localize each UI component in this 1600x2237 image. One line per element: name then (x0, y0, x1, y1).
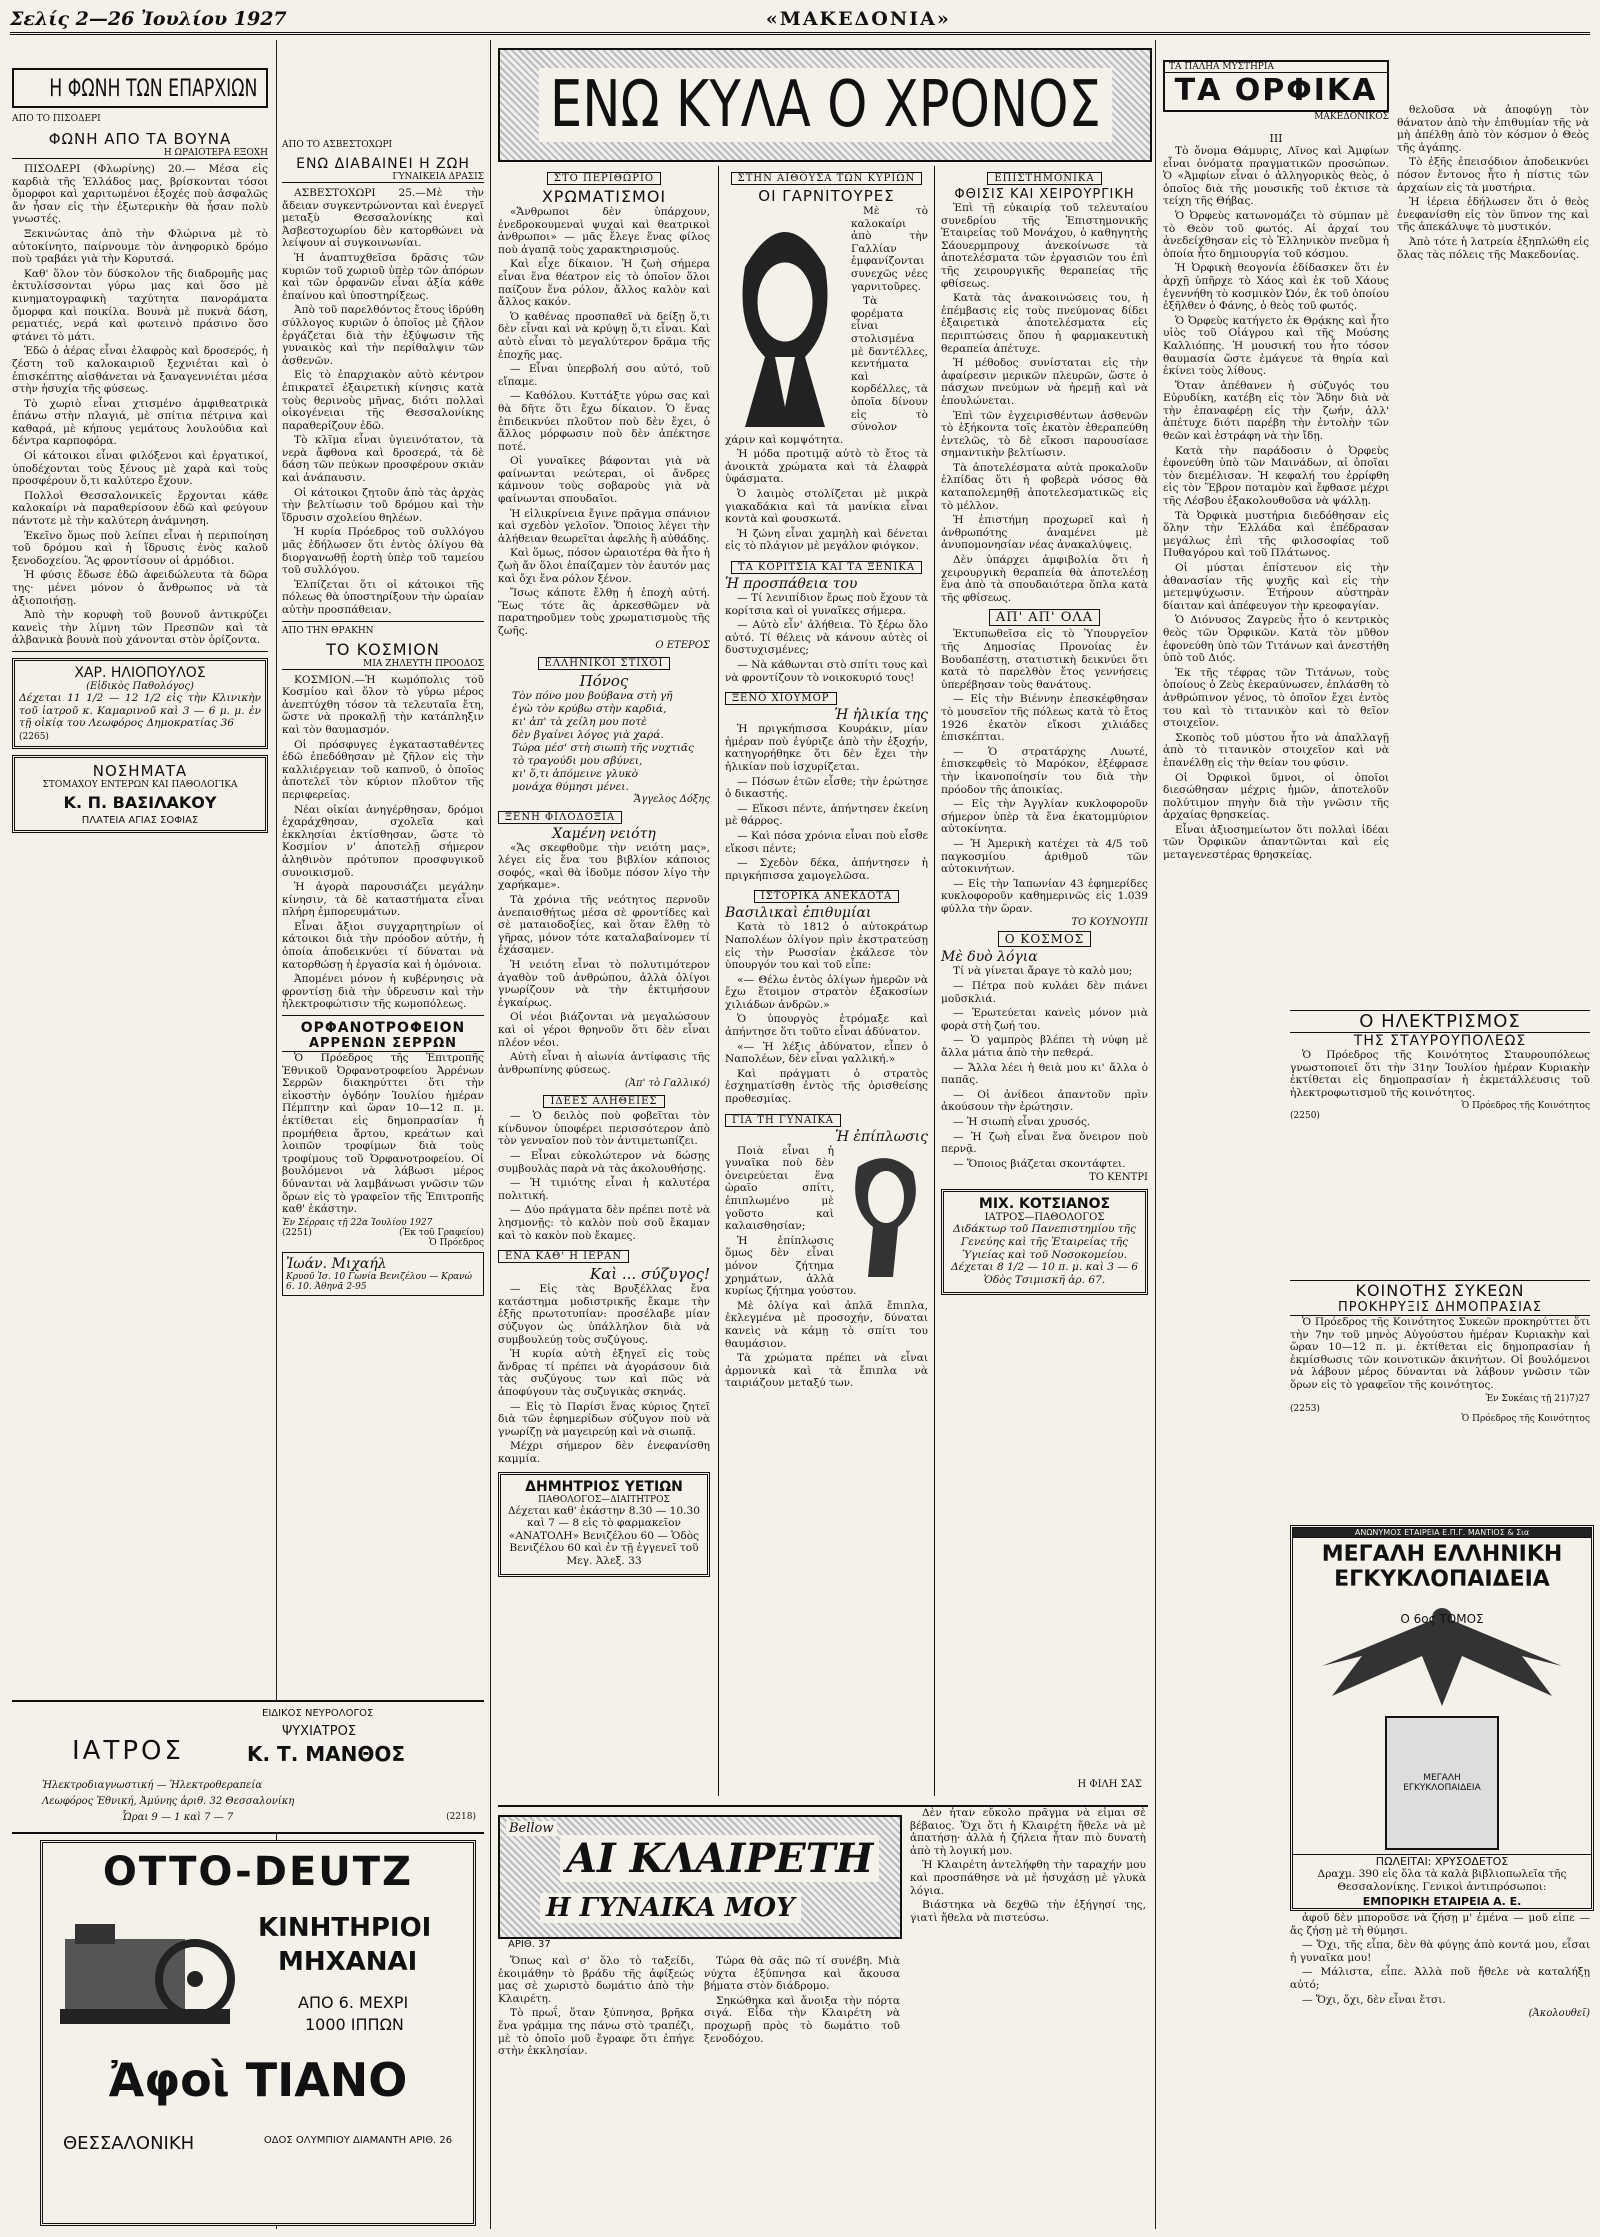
paragraph: Ἐκτυπωθεῖσα εἰς τὸ Ὑπουργεῖον τῆς Δημοσίας Προνοίας ἐν Βουδαπέστῃ, στατιστικὴ δεικνύει ὅτι κατὰ τὸ παρελθὸν ἔτος γεννήσεις ὑπερέβησαν τοὺς θανάτους. (941, 628, 1148, 691)
ad-encyclopedia (1290, 1525, 1594, 1911)
ad-name: Κ. Τ. ΜΑΝΘΟΣ (247, 1742, 406, 1766)
article-body (725, 921, 928, 1105)
paragraph: ΑΣΒΕΣΤΟΧΩΡΙ 25.—Μὲ τὴν ἄδειαν συγκεντρώνονται καὶ ἐνεργεῖ μεταξὺ Θεσσαλονίκης καὶ Ἀσβεστοχωρίου δὲν κατορθώνει νὰ λείψουν αἱ συγκοινωνίαι. (282, 187, 484, 250)
paragraph: Εἶναι ἀξιοσημείωτον ὅτι πολλαὶ ἰδέαι τῶν Ὀρφικῶν ἀπαντῶνται καὶ εἰς μεταγενεστέρας θρησκείας. (1163, 823, 1389, 862)
section-kicker: ΕΛΛΗΝΙΚΟΙ ΣΤΙΧΟΙ (538, 657, 671, 670)
paragraph: — Ὁ δειλὸς ποὺ φοβεῖται τὸν κίνδυνον ὑποφέρει περισσότερον ἀπὸ τὸν γενναῖον ποὺ τὸν ἀντιμετωπίζει. (498, 1110, 710, 1148)
ad-name: ΧΑΡ. ΗΛΙΟΠΟΥΛΟΣ (74, 664, 206, 681)
paragraph: Ἡ ἀναπτυχθεῖσα δρᾶσις τῶν κυριῶν τοῦ χωριοῦ ὑπὲρ τῶν ἀπόρων καὶ τῶν ὀρφανῶν εἶναι ἀξία κάθε ἐπαίνου καὶ ὑποστηρίξεως. (282, 251, 484, 302)
paragraph: «Ἄνθρωποι δὲν ὑπάρχουν, ἐνεδροκουμεναὶ ψυχαὶ καὶ θεατρικοὶ ἀνθρωποι» — μᾶς ἔλεγε ἕνας φίλος ποὺ ἀγαπᾷ τοὺς χαρακτηρισμούς. (498, 206, 710, 256)
paragraph: — Σχεδὸν δέκα, ἀπήντησεν ἡ πριγκήπισσα χαμογελῶσα. (725, 857, 928, 882)
paragraph: Ὅπως καὶ σ' ὅλο τὸ ταξείδι, ἐκοιμάθην τὸ βράδυ τῆς ἀφίξεώς μας σὲ χωριστὸ δωμάτιο ἀπὸ τὴν Κλαιρέτη. (498, 1955, 694, 2005)
paragraph: Τὰ Ὀρφικὰ μυστήρια διεδόθησαν εἰς ὅλην τὴν Ἑλλάδα καὶ ἐπέδρασαν μεγάλως ἐπὶ τῆς φιλοσοφίας τοῦ Πυθαγόρου καὶ τοῦ Πλάτωνος. (1163, 509, 1389, 560)
article-section: III (1269, 132, 1283, 145)
poem-line: τὸ τραγούδι μου σβύνει, (512, 754, 643, 767)
page-date: Σελίς 2—26 Ἰουλίου 1927 (10, 8, 287, 30)
section-kicker: ΤΑ ΠΑΛΗΑ ΜΥΣΤΗΡΙΑ (1165, 62, 1387, 73)
paragraph: Ὅταν ἀπέθανεν ἡ σύζυγός του Εὐρυδίκη, κατέβη εἰς τὸν Ἅδην διὰ νὰ τὴν ἐπαναφέρῃ εἰς τὴν ζωήν, ἀλλ' ἀπέτυχε διότι παρέβη τὴν ἐντολὴν τῶν θεῶν καὶ ἐστράφη νὰ τὴν ἴδῃ. (1163, 379, 1389, 443)
notice-code: (2251) (282, 1227, 312, 1238)
article-title: Χαμένη νειότη (552, 825, 656, 842)
banner-title: ΕΝΩ ΚΥΛΑ Ο ΧΡΟΝΟΣ (538, 68, 1111, 142)
ad-vasilakou (12, 755, 268, 833)
ad-firm: ΕΜΠΟΡΙΚΗ ΕΤΑΙΡΕΙΑ Α. Ε. (1362, 1895, 1522, 1909)
paragraph: Ξεκινώντας ἀπὸ τὴν Φλώρινα μὲ τὸ αὐτοκίνητο, παίρνουμε τὸν ἀνηφορικὸ δρόμο ποὺ τραβάει γιὰ τὴν Κορυτσά. (12, 227, 268, 266)
article-cont: (Ἀκολουθεῖ) (1528, 2008, 1590, 2020)
paragraph: Ἡ ἐπίπλωσις ὅμως δὲν εἶναι μόνον ζήτημα χρημάτων, ἀλλὰ κυρίως ζήτημα γούστου. (725, 1234, 857, 1298)
center-column-a (498, 166, 710, 1796)
paragraph: — Ἡ Ἀμερικὴ κατέχει τὰ 4/5 τοῦ παγκοσμίου ἀριθμοῦ τῶν αὐτοκινήτων. (941, 837, 1148, 876)
article-body (941, 965, 1148, 1170)
notice-sign: Ὁ Πρόεδρος τῆς Κοινότητος (1461, 1413, 1590, 1424)
poem-line: Τὸν πόνο μου βούβανα στὴ γῆ (512, 689, 673, 702)
section-kicker: ΞΕΝΟ ΧΙΟΥΜΟΡ (725, 692, 837, 705)
poem-line: κι' ἀπ' τὰ χείλη μου ποτὲ (512, 715, 647, 728)
notice-code: (2250) (1290, 1111, 1320, 1122)
paragraph: Τὸ ἐξῆς ἐπεισόδιον ἀποδεικνύει πόσον ἔντονος ἦτο ἡ πίστις τῶν ἀρχαίων εἰς τὰ μυστήρια. (1397, 156, 1589, 194)
ad-text: Δραχμ. 390 εἰς ὅλα τὰ καλὰ βιβλιοπωλεῖα τῆς Θεσσαλονίκης. Γενικοὶ ἀντιπρόσωποι: (1317, 1868, 1567, 1893)
paragraph: — Ὅποιος βιάζεται σκοντάφτει. (953, 1157, 1126, 1170)
paragraph: Δὲν ὑπάρχει ἀμφιβολία ὅτι ἡ χειρουργικὴ θεραπεία θὰ ἀποτελέσῃ ἕνα ἀπὸ τὰ σπουδαιότερα ὅπλα κατὰ τῆς φθίσεως. (941, 554, 1148, 604)
article-body (12, 163, 268, 647)
paragraph: Ἡ ἐπιστήμη προχωρεῖ καὶ ἡ ἀνθρωπότης ἀναμένει μὲ ἀνυπομονησίαν νέας ἀνακαλύψεις. (941, 514, 1148, 552)
ad-volume: Ο 6ος ΤΟΜΟΣ (1400, 1612, 1484, 1626)
ad-line2: ΕΓΚΥΚΛΟΠΑΙΔΕΙΑ (1334, 1567, 1550, 1592)
paragraph: Ἡ ζώνη εἶναι χαμηλὴ καὶ δένεται εἰς τὸ πλάγιον μὲ μεγάλον φιόγκον. (725, 527, 928, 553)
article-body (725, 723, 928, 882)
paragraph: Ἡ ἀγορὰ παρουσιάζει μεγάλην κίνησιν, τὰ δὲ καταστήματα εἶναι πλήρη ἐμπορευμάτων. (282, 881, 484, 919)
article-body (282, 674, 484, 1011)
notice-sub: ΠΡΟΚΗΡΥΞΙΣ ΔΗΜΟΠΡΑΣΙΑΣ (1290, 1300, 1590, 1316)
ad-name: ΔΗΜΗΤΡΙΟΣ ΥΕΤΙΩΝ (525, 1478, 683, 1495)
paragraph: Ἡ ἱέρεια ἐδήλωσεν ὅτι ὁ θεὸς ἐνεφανίσθη εἰς τὸν ὕπνον της καὶ τῆς ἀπεκάλυψε τὸ μυστικόν. (1397, 196, 1589, 234)
paragraph: Ἴσως κάποτε ἔλθῃ ἡ ἐποχὴ αὐτή. Ἕως τότε ἂς ἀρκεσθῶμεν νὰ παρατηροῦμεν τοὺς χρωματισμοὺς τῆς ζωῆς. (498, 587, 710, 637)
poem-line: μονάχα θύμησι μένει. (512, 780, 629, 793)
paragraph: Δὲν ἦταν εὔκολο πρᾶγμα νὰ εἶμαι σὲ βέβαιος. Ὅχι ὅτι ἡ Κλαιρέτη ἤθελε νὰ μὲ ἀπατήσῃ· ἀλλὰ ἡ ζήλεια ἦταν πιὸ δυνατὴ ἀπὸ τὴ λογική μου. (910, 1807, 1146, 1857)
paragraph: θελοῦσα νὰ ἀποφύγῃ τὸν θάνατον ἀπὸ τὴν ἐπιθυμίαν τῆς νὰ μὴ ἀπέλθῃ ἀπὸ τὸν κόσμον ὁ Θεὸς τῆς ἀγάπης. (1397, 104, 1589, 154)
section-banner (1163, 60, 1389, 112)
ad-line4: 1000 ΙΠΠΩΝ (305, 2015, 404, 2034)
paragraph: — Εἰς τὸ Παρίσι ἕνας κύριος ζητεῖ διὰ τῶν ἐφημερίδων σύζυγον ποὺ νὰ γνωρίζῃ νὰ μαγειρεύῃ καὶ νὰ σιωπᾷ. (498, 1400, 710, 1438)
paragraph: «— Θέλω ἐντὸς ὀλίγων ἡμερῶν νὰ ἔχω ἕτοιμον στρατὸν ἑξακοσίων χιλιάδων ἀνδρῶν.» (725, 973, 928, 1011)
section-kicker: ΕΝΑ ΚΑΘ' Η ΙΕΡΑΝ (498, 1250, 629, 1263)
article-title: Ἡ προσπάθεια του (725, 576, 858, 593)
article-body (1163, 145, 1389, 862)
paragraph: Ἡ πριγκήπισσα Κουράκιν, μίαν ἡμέραν ποὺ ἐγύριζε ἀπὸ τὴν ἐξοχήν, κατηγορήθηκε ὅτι δὲν ἔχει τὴν ἡλικίαν ποὺ ἰσχυρίζεται. (725, 723, 928, 773)
poem-sign: Ἄγγελος Δόξης (633, 793, 710, 805)
notice-title: Ο ΗΛΕΚΤΡΙΣΜΟΣ (1290, 1011, 1590, 1033)
ad-addr: ΟΔΟΣ ΟΛΥΜΠΙΟΥ ΔΙΑΜΑΝΤΗ ΑΡΙΘ. 26 (263, 2135, 453, 2146)
ad-top: ΑΝΩΝΥΜΟΣ ΕΤΑΙΡΕΙΑ Ε.Π.Γ. ΜΑΝΤΙΟΣ & Σια (1293, 1528, 1591, 1538)
ad-title: OTTO-DEUTZ (102, 1849, 414, 1895)
notice-stavroupoli (1290, 1010, 1590, 1281)
article-body (941, 628, 1148, 915)
article-author: ΜΑΚΕΔΟΝΙΚΟΣ (1314, 112, 1389, 122)
paragraph: ΠΙΣΟΔΕΡΙ (Φλωρίνης) 20.— Μέσα εἰς καρδιὰ τῆς Ἑλλάδος μας, βρίσκονται τόσοι ὄμορφοι καὶ χαριτωμένοι ἐξοχές ποὺ ἀσφαλῶς ἄν ἦσαν εἰς τὴν ἐξωτερικὴν θὰ ἦσαν πολὺ γνωστές. (12, 163, 268, 226)
paragraph: Ἀπὸ τὴν κορυφὴ τοῦ βουνοῦ ἀντικρύζει κανεὶς τὴν λίμνη τῶν Πρεσπῶν καὶ τὰ ἀλβανικὰ βουνὰ ποὺ χάνονται στὸν ὁρίζοντα. (12, 609, 268, 647)
article-body (498, 206, 710, 638)
serial-section (498, 1805, 1148, 2232)
article-title: ΟΙ ΓΑΡΝΙΤΟΥΡΕΣ (758, 187, 895, 205)
section-banner (12, 68, 268, 108)
serial-body (704, 1955, 900, 2047)
paragraph: Μέχρι σήμερον δὲν ἐνεφανίσθη καμμία. (498, 1440, 710, 1465)
paragraph: Αὐτὴ εἶναι ἡ αἰωνία ἀντίφασις τῆς ἀνθρωπίνης φύσεως. (498, 1051, 710, 1076)
paragraph: Ὁ ὑπουργὸς ἐτρόμαξε καὶ ἀπήντησε ὅτι τοῦτο εἶναι ἀδύνατον. (725, 1013, 928, 1039)
paragraph: Ἡ κυρία Πρόεδρος τοῦ συλλόγου μᾶς ἐδήλωσεν ὅτι ἐντὸς ὀλίγου θὰ διοργανωθῇ ἑορτὴ ὑπὲρ τοῦ ταμείου τοῦ συλλόγου. (282, 526, 484, 577)
serial-number: ΑΡΙΘ. 37 (508, 1939, 551, 1950)
serial-body (498, 1955, 694, 2060)
paper-name: «ΜΑΚΕΔΟΝΙΑ» (765, 8, 951, 30)
paragraph: Τὰ φορέματα εἶναι στολισμένα μὲ δαντέλλες, κεντήματα καὶ κορδέλλες, τὰ ὁποῖα δίνουν εἰς τὸ σύνολον χάριν καὶ κομψότητα. (725, 295, 928, 446)
paragraph: Οἱ κάτοικοι ζητοῦν ἀπὸ τὰς ἀρχὰς τὴν βελτίωσιν τοῦ δρόμου καὶ τὴν ἵδρυσιν σχολείου θηλέων. (282, 486, 484, 524)
article-body (1397, 104, 1589, 261)
ad-line3: Ὧραι 9 — 1 καὶ 7 — 7 (122, 1812, 234, 1823)
paragraph: Τὰ χρόνια τῆς νεότητος περνοῦν ἀνεπαισθήτως μέσα σὲ φροντίδες καὶ σὲ ματαιοδοξίες, καὶ ὅταν ἔλθῃ τὸ γῆρας, μόνον τότε καταλαβαίνομεν τί ἐχάσαμεν. (498, 893, 710, 957)
article-title: ΕΝΩ ΔΙΑΒΑΙΝΕΙ Η ΖΩΗ (296, 156, 470, 172)
paragraph: — Εἰς τὰς Βρυξέλλας ἔνα κατάστημα μοδιστρικῆς ἔκαμε τὴν ἑξῆς πρωτοτυπίαν: προσέλαβε μίαν σύζυγον ὡς ὑπάλληλον διὰ νὰ συμβουλεύῃ τοὺς συζύγους. (498, 1283, 710, 1346)
paragraph: — Εἴκοσι πέντε, ἀπήντησεν ἐκείνη μὲ θάρρος. (725, 802, 928, 828)
ad-sub: (Εἰδικὸς Παθολόγος) (86, 680, 194, 692)
notice-from: (Ἐκ τοῦ Γραφείου) (399, 1227, 484, 1238)
section-kicker: ΣΤΗΝ ΑΙΘΟΥΣΑ ΤΩΝ ΚΥΡΙΩΝ (731, 172, 923, 185)
center-column-c (934, 166, 1148, 1796)
serial-pre: Bellow (506, 1821, 557, 1836)
article-sign: Η ΦΙΛΗ ΣΑΣ (1077, 1779, 1142, 1790)
paragraph: Οἱ γυναῖκες βάφονται γιὰ νὰ φαίνωνται νεώτεραι, οἱ ἄνδρες κάμνουν τοὺς σοβαροὺς γιὰ νὰ φαίνωνται σπουδαῖοι. (498, 455, 710, 506)
section-kicker: ΞΕΝΗ ΦΙΛΟΔΟΞΙΑ (498, 811, 622, 824)
article-title: ΦΩΝΗ ΑΠΟ ΤΑ ΒΟΥΝΑ (48, 130, 232, 148)
paragraph: Ἡ μόδα προτιμᾷ αὐτὸ τὸ ἔτος τὰ ἀνοικτὰ χρώματα καὶ τὰ ἐλαφρὰ ὑφάσματα. (725, 448, 928, 486)
article-body (498, 1110, 710, 1242)
section-kicker: Ο ΚΟΣΜΟΣ (998, 931, 1092, 947)
article-title: Ἡ ἡλικία της (834, 707, 928, 724)
article-body (725, 592, 928, 684)
ad-line3: ΑΠΟ 6. ΜΕΧΡΙ (298, 1993, 409, 2012)
paragraph: Τί νὰ γίνεται ἄραγε τὸ καλὸ μου; (953, 965, 1133, 978)
ad-iliopoulos (12, 658, 268, 749)
paragraph: Ἡ φύσις ἔδωσε ἐδῶ ἀφειδώλευτα τὰ δῶρα της· μένει μόνον ὁ ἄνθρωπος νὰ τὰ ἀξιοποιήσῃ. (12, 569, 268, 607)
ad-spec1: ΕΙΔΙΚΟΣ ΝΕΥΡΟΛΟΓΟΣ (262, 1708, 374, 1719)
paragraph: — Ἡ σιωπὴ εἶναι χρυσός. (953, 1116, 1091, 1128)
ad-book: ΜΕΓΑΛΗ ΕΓΚΥΚΛΟΠΑΙΔΕΙΑ (1403, 1773, 1481, 1793)
paragraph: Ὁ Διόνυσος Ζαγρεὺς ἦτο ὁ κεντρικὸς θεὸς τῶν Ὀρφικῶν. Κατὰ τὸν μῦθον ἐφονεύθη ὑπὸ τῶν Τιτάνων καὶ ἀνεστήθη ὑπὸ τοῦ Διός. (1163, 614, 1389, 665)
masthead (10, 6, 1590, 35)
paragraph: — Πέτρα ποὺ κυλάει δὲν πιάνει μοῦσκλιά. (941, 980, 1148, 1005)
paragraph: Ποιὰ εἶναι ἡ γυναῖκα ποὺ δὲν ὀνειρεύεται ἕνα ὡραῖο σπίτι, ἐπιπλωμένο μὲ γοῦστο καὶ καλαισθησίαν; (725, 1144, 834, 1233)
paragraph: Σηκώθηκα καὶ ἄνοιξα τὴν πόρτα σιγά. Εἶδα τὴν Κλαιρέτη νὰ προχωρῇ πρὸς τὸ δωμάτιο τοῦ ξενοδόχου. (704, 1994, 900, 2045)
ad-line1: ΚΙΝΗΤΗΡΙΟΙ (258, 1913, 432, 1943)
center-banner (498, 48, 1152, 162)
paragraph: Μὲ ὀλίγα καὶ ἁπλᾶ ἔπιπλα, ἐκλεγμένα μὲ προσοχήν, δύναται κανεὶς νὰ κάμῃ τὸ σπίτι του θαυμάσιον. (725, 1299, 928, 1350)
col4-continuation (1290, 1912, 1590, 2230)
paragraph: — Τί λενιπίδιον ἔρως ποὺ ἔχουν τὰ κορίτσια καὶ οἱ γυναῖκες σήμερα. (725, 592, 928, 617)
paragraph: Ὁ Ὀρφεὺς κατήγετο ἐκ Θρᾴκης καὶ ἦτο υἱὸς τοῦ Οἰάγρου καὶ τῆς Μούσης Καλλιόπης. Ἡ μουσική του ἦτο τόσον θαυμασία ὥστε ἐμάγευε τὰ θηρία καὶ ἐκίνει τοὺς λίθους. (1163, 314, 1389, 378)
article-sign: ΤΟ ΚΕΝΤΡΙ (1089, 1172, 1148, 1184)
ad-city: ΘΕΣΣΑΛΟΝΙΚΗ (63, 2133, 195, 2154)
paragraph: Ἐλπίζεται ὅτι οἱ κάτοικοι τῆς πόλεως θὰ ὑποστηρίξουν τὴν ὡραίαν αὐτὴν προσπάθειαν. (282, 578, 484, 616)
notice-sub: ΤΗΣ ΣΤΑΥΡΟΥΠΟΛΕΩΣ (1353, 1033, 1527, 1049)
ad-name: Ἰωάν. Μιχαήλ (286, 1255, 387, 1272)
paragraph: Κατὰ τὴν παράδοσιν ὁ Ὀρφεὺς ἐφονεύθη ὑπὸ τῶν Μαινάδων, αἱ ὁποῖαι τὸν διεμέλισαν. Ἡ κεφαλή του ἐρρίφθη εἰς τὸν Ἕβρον ποταμὸν καὶ ἔφθασε μέχρι τῆς Λέσβου ἐξακολουθοῦσα νὰ ψάλλῃ. (1163, 444, 1389, 508)
ad-title: ΝΟΣΗΜΑΤΑ (92, 761, 188, 780)
article-body (941, 202, 1148, 604)
article-title: Βασιλικαὶ ἐπιθυμίαι (725, 905, 872, 922)
section-kicker: ΕΠΙΣΤΗΜΟΝΙΚΑ (987, 172, 1101, 185)
ad-firm: Ἀφοὶ ΤΙΑΝΟ (108, 2053, 408, 2107)
serial-sub: Η ΓΥΝΑΙΚΑ ΜΟΥ (540, 1893, 801, 1923)
paragraph: Μὲ τὸ καλοκαίρι ἀπὸ τὴν Γαλλίαν ἐμφανίζονται συνεχῶς νέες γαρνιτοῦρες. (851, 205, 928, 293)
paragraph: «Ἄς σκεφθοῦμε τὴν νειότη μας», λέγει εἰς ἕνα του βιβλίον κάποιος σοφός, «καὶ θὰ ἰδοῦμε πόσον λίγο τὴν χαρήκαμε». (498, 841, 710, 892)
paragraph: — Ἄλλα λέει ἡ θειὰ μου κι' ἄλλα ὁ παπᾶς. (941, 1061, 1148, 1087)
article-title: Μὲ δυὸ λόγια (941, 949, 1038, 966)
paragraph: — Καὶ πόσα χρόνια εἶναι ποὺ εἶσθε εἴκοσι πέντε; (725, 829, 928, 855)
article-title: ΦΘΙΣΙΣ ΚΑΙ ΧΕΙΡΟΥΡΓΙΚΗ (954, 187, 1135, 202)
article-title: Ἡ ἐπίπλωσις (835, 1128, 928, 1145)
ad-yetion (498, 1472, 710, 1577)
paragraph: Τὰ ἀποτελέσματα αὐτὰ προκαλοῦν ἐλπίδας ὅτι ἡ φοβερὰ νόσος θὰ καταπολεμηθῇ ἀποτελεσματικῶς εἰς τὸ μέλλον. (941, 461, 1148, 512)
article-body (498, 842, 710, 1077)
ad-sub: ΣΤΟΜΑΧΟΥ ΕΝΤΕΡΩΝ ΚΑΙ ΠΑΘΟΛΟΓΙΚΑ (42, 779, 238, 790)
article-title: ΤΟ ΚΟΣΜΙΟΝ (326, 639, 440, 659)
ad-name: ΜΙΧ. ΚΟΤΣΙΑΝΟΣ (978, 1196, 1111, 1213)
paragraph: Ἐκεῖνο ὅμως ποὺ λείπει εἶναι ἡ περιποίηση τοῦ δρόμου καὶ ἡ ἵδρυσις ἑνὸς καλοῦ ξενοδοχείου. Ἂς φροντίσουν οἱ ἁρμόδιοι. (12, 529, 268, 567)
paragraph: Ἡ κυρία αὐτὴ ἐξηγεῖ εἰς τοὺς ἄνδρας τί πρέπει νὰ ἀγοράσουν διὰ τὰς συζύγους των καὶ πῶς νὰ ἀποφύγουν τὰς συζυγικὰς σκηνάς. (498, 1348, 710, 1398)
ad-line1: ΜΕΓΑΛΗ ΕΛΛΗΝΙΚΗ (1321, 1542, 1563, 1567)
paragraph: «— Ἡ λέξις ἀδύνατον, εἶπεν ὁ Ναπολέων, δὲν εἶναι γαλλική.» (725, 1040, 928, 1066)
paragraph: Ἐκ τῆς τέφρας τῶν Τιτάνων, τοὺς ὁποίους ὁ Ζεὺς ἐκεραύνωσεν, ἐπλάσθη τὸ ἀνθρώπινον γένος, τὸ ὁποῖον ἔχει ἐντὸς του καὶ τὸ τιτανικὸν καὶ τὸ θεῖον στοιχεῖον. (1163, 666, 1389, 730)
poem-body (498, 690, 710, 794)
article-src: (Ἀπ' τὸ Γαλλικό) (624, 1078, 710, 1090)
article-title: Καὶ ... σύζυγος! (589, 1265, 710, 1284)
paragraph: Ἡ νειότη εἶναι τὸ πολυτιμότερον ἀγαθὸν τοῦ ἀνθρώπου, ἀλλὰ ὀλίγοι γνωρίζουν νὰ τὴν ἐκτιμήσουν ἐγκαίρως. (498, 958, 710, 1009)
paragraph: ἀφοῦ δὲν μποροῦσε νὰ ζήσῃ μ' ἐμένα — μοῦ εἶπε — ἄς ζήσῃ μὲ τὴ θύμησι. (1290, 1912, 1590, 1937)
paragraph: — Εἶναι ὑπερβολή σου αὐτό, τοῦ εἴπαμε. (498, 363, 710, 388)
paragraph: — Ἡ τιμιότης εἶναι ἡ καλυτέρα πολιτική. (498, 1177, 710, 1202)
paragraph: Τὸ κλῖμα εἶναι ὑγιεινότατον, τὰ νερὰ ἄφθονα καὶ δροσερά, τὰ δὲ δάση τῶν πεύκων προσφέρουν σκιὰν καὶ ἀνάπαυσιν. (282, 434, 484, 485)
paragraph: Ἡ Ὀρφικὴ θεογονία ἐδίδασκεν ὅτι ἐν ἀρχῇ ὑπῆρχε τὸ Χάος καὶ ἐκ τοῦ Χάους ἐγεννήθη τὸ κοσμικὸν Ὠόν, ἐκ τοῦ ὁποίου ἐξῆλθεν ὁ Φάνης, ὁ θεὸς τοῦ φωτός. (1163, 262, 1389, 313)
article-sub: Η ΩΡΑΙΟΤΕΡΑ ΕΞΟΧΗ (12, 148, 268, 159)
paragraph: Τὸ ὄνομα Θάμυρις, Λῖνος καὶ Ἀμφίων εἶναι ὀνόματα πραγματικῶν προσώπων. Ὁ «Ἀμφίων εἶναι ὁ ἀλληγορικὸς θεὸς, ὁ ὁποῖος διὰ τῆς μουσικῆς τοῦ ἐκτισε τὰ τείχη τῆς Θήβας. (1163, 145, 1389, 208)
paragraph: — Ἐρωτεύεται κανεὶς μόνον μιὰ φορὰ στὴ ζωή του. (941, 1007, 1148, 1032)
paragraph: Καὶ ὅμως, πόσον ὡραιοτέρα θὰ ἦτο ἡ ζωὴ ἄν ὅλοι ἐπαίζαμεν τὸν ἑαυτόν μας καὶ ὄχι ἕνα ρόλον ξένον. (498, 547, 710, 585)
ad-sub: ΙΑΤΡΟΣ—ΠΑΘΟΛΟΓΟΣ (984, 1212, 1105, 1224)
ad-code: (2218) (446, 1812, 476, 1822)
ad-code: (2265) (19, 731, 49, 742)
poem-line: Τώρα μέσ' στὴ σιωπὴ τῆς νυχτιᾶς (512, 741, 694, 754)
paragraph: Τὸ χωριὸ εἶναι χτισμένο ἀμφιθεατρικὰ ἐπάνω στὴν πλαγιά, μὲ σπίτια πέτρινα καὶ καθαρά, μὲ κήπους γεμάτους λουλούδια καὶ δέντρα καρποφόρα. (12, 397, 268, 448)
banner-title: Η ΦΩΝΗ ΤΩΝ ΕΠΑΡΧΙΩΝ (49, 74, 258, 102)
notice-sign: Ὁ Πρόεδρος τῆς Κοινότητος (1461, 1101, 1590, 1112)
section-kicker: ΓΙΑ ΤΗ ΓΥΝΑΙΚΑ (725, 1114, 841, 1127)
paragraph: Ἀπὸ τότε ἡ λατρεία ἐξηπλώθη εἰς ὅλας τὰς πόλεις τῆς Μακεδονίας. (1397, 235, 1589, 261)
paragraph: — Ὄχι, ὄχι, δὲν εἶναι ἔτσι. (1302, 1993, 1446, 2006)
paragraph: — Πόσων ἐτῶν εἶσθε; τὴν ἐρώτησε ὁ δικαστής. (725, 775, 928, 801)
paragraph: — Καθόλου. Κυττάξτε γύρω σας καὶ θὰ δῆτε ὅτι ἔχω δίκαιον. Ὁ ἕνας ἐπιδεικνύει πλοῦτον ποὺ δὲν ἔχει, ὁ ἄλλος μόρφωσιν ποὺ δὲν ἀπέκτησε ποτέ. (498, 390, 710, 453)
ad-price: ΠΩΛΕΙΤΑΙ: ΧΡΥΣΟΔΕΤΟΣ (1293, 1854, 1591, 1868)
notice-sykeon (1290, 1280, 1590, 1521)
paragraph: Ἡ εἰλικρίνεια ἔγινε πρᾶγμα σπάνιον καὶ σχεδὸν γελοῖον. Ὅποιος λέγει τὴν ἀλήθειαν θεωρεῖται ἀφελὴς ἢ αὐθάδης. (498, 507, 710, 545)
paragraph: — Ὁ στρατάρχης Λυωτέ, ἐπισκεφθεὶς τὸ Μαρόκον, ἐξέφρασε τὴν ἱκανοποίησίν του διὰ τὴν πρόοδον τῆς ἀποικίας. (941, 745, 1148, 796)
paragraph: — Ἡ ζωὴ εἶναι ἕνα ὄνειρον ποὺ περνᾷ. (941, 1130, 1148, 1156)
ad-text: Δέχεται 11 1/2 — 12 1/2 εἰς τὴν Κλινικὴν τοῦ ἰατροῦ κ. Καμαρινοῦ καὶ 3 — 6 μ. μ. ἐν τῇ οἰκίᾳ του Λεωφόρος Δημοκρατίας 36 (19, 691, 261, 730)
ad-name: Κ. Π. ΒΑΣΙΛΑΚΟΥ (63, 792, 217, 812)
notice-text: Ὁ Πρόεδρος τῆς Ἐπιτροπῆς Ἐθνικοῦ Ὀρφανοτροφείου Ἀρρένων Σερρῶν διακηρύττει ὅτι τὴν εἰκοστὴν ὀγδόην Ἰουλίου ἡμέραν Πέμπτην καὶ ὥραν 10—12 π. μ. ἐκτίθεται εἰς δημοπρασίαν ἡ προμήθεια ἄρτου, κρεάτων καὶ λοιπῶν τροφίμων διὰ τοὺς τροφίμους τοῦ Ὀρφανοτροφείου. Οἱ βουλόμενοι νὰ λάβωσι μέρος δύνανται νὰ λαμβάνωσι γνῶσιν τῶν ὅρων εἰς τὸ γραφεῖον τῆς Ἐπιτροπῆς καθ' ἑκάστην. (282, 1052, 484, 1216)
paragraph: Ἀπομένει μόνον ἡ κυβέρνησις νὰ φροντίσῃ διὰ τὴν ὑδρευσιν καὶ τὴν ἠλεκτροφώτισιν τῆς κωμοπόλεως. (282, 973, 484, 1011)
paragraph: Καὶ πράγματι ὁ στρατὸς ἐσχηματίσθη ἐντὸς τῆς ὁρισθείσης προθεσμίας. (725, 1067, 928, 1106)
notice-text: Ὁ Πρόεδρος τῆς Κοινότητος Σταυρουπόλεως γνωστοποιεῖ ὅτι τὴν 31ην Ἰουλίου ἡμέραν Κυριακὴν ἐκτίθεται εἰς δημοπρασίαν ἡ ἐκμετάλλευσις τοῦ ἠλεκτροφωτισμοῦ τῆς κοινότητος. (1290, 1049, 1590, 1099)
paragraph: — Μάλιστα, εἶπε. Ἀλλὰ ποῦ ἤθελε νὰ καταλήξῃ αὐτό; (1290, 1966, 1590, 1991)
notice-sub: ΑΡΡΕΝΩΝ ΣΕΡΡΩΝ (282, 1036, 484, 1052)
ad-spec2: ΨΥΧΙΑΤΡΟΣ (282, 1724, 357, 1739)
paragraph: — Οἱ ἀνίδεοι ἀπαντοῦν πρὶν ἀκούσουν τὴν ἐρώτησιν. (941, 1088, 1148, 1114)
paragraph: Εἰς τὸ ἐπαρχιακὸν αὐτὸ κέντρον ἐπικρατεῖ ἐξαιρετικὴ κίνησις κατὰ τοὺς θερινοὺς μῆνας, διότι πολλαὶ οἰκογένειαι τῆς Θεσσαλονίκης παραθερίζουν ἐδῶ. (282, 369, 484, 432)
woman-profile-illustration (838, 1147, 928, 1277)
poem-line: δὲν βγαίνει λόγος γιὰ χαρά. (512, 728, 664, 741)
notice-date: Ἐν Συκέαις τῇ 21)7)27 (1485, 1393, 1590, 1404)
article-from: ΑΠΟ ΤΟ ΑΣΒΕΣΤΟΧΩΡΙ (282, 140, 393, 150)
article-sign: ΤΟ ΚΟΥΝΟΥΠΙ (1071, 917, 1148, 929)
paragraph: Τώρα θὰ σᾶς πῶ τί συνέβη. Μιὰ νύχτα ἐξύπνησα καὶ ἄκουσα βήματα στὸν διάδρομο. (704, 1955, 900, 1993)
ad-sub: ΠΑΘΟΛΟΓΟΣ—ΔΙΑΙΤΗΤΡΟΣ (538, 1494, 670, 1505)
banner-title: ΤΑ ΟΡΦΙΚΑ (1174, 73, 1378, 108)
paragraph: Οἱ κάτοικοι εἶναι φιλόξενοι καὶ ἐργατικοί, ὑποδέχονται τοὺς ξένους μὲ χαρὰ καὶ τοὺς προσφέρουν ὅ,τι καλύτερο ἔχουν. (12, 450, 268, 488)
notice-title: ΟΡΦΑΝΟΤΡΟΦΕΙΟΝ (300, 1020, 466, 1037)
paragraph: ΚΟΣΜΙΟΝ.—Ἡ κωμόπολις τοῦ Κοσμίου καὶ ὅλον τὸ γύρω μέρος ἀνεπτύχθη τόσον τὰ τελευταῖα ἔτη, ὥστε νὰ προκαλῇ τὴν κατάπληξιν καὶ τὸν θαυμασμόν. (282, 673, 484, 736)
ad-iatros: ΙΑΤΡΟΣ (72, 1736, 184, 1766)
section-kicker: ΙΔΕΕΣ ΑΛΗΘΕΙΕΣ (543, 1095, 664, 1108)
section-kicker: ΤΑ ΚΟΡΙΤΣΙΑ ΚΑΙ ΤΑ ΞΕΝΙΚΑ (731, 561, 922, 574)
article-sign: Ο ΕΤΕΡΟΣ (655, 639, 710, 651)
paragraph: Ἐπὶ τῶν ἐγχειρισθέντων ἀσθενῶν τὸ ἑξήκοντα τοῖς ἑκατὸν ἐθεραπεύθη ἐντελῶς, τὸ δὲ εἴκοσι παρουσίασε σημαντικὴν βελτίωσιν. (941, 409, 1148, 460)
paragraph: Κατὰ τὰς ἀνακοινώσεις του, ἡ ἐπέμβασις εἰς τοὺς πνεύμονας δίδει ἐξαιρετικὰ ἀποτελέσματα εἰς περιπτώσεις ὅπου ἡ φαρμακευτικὴ θεραπεία ἀπέτυχε. (941, 292, 1148, 355)
paragraph: Κατὰ τὸ 1812 ὁ αὐτοκράτωρ Ναπολέων ὀλίγον πρὶν ἐκστρατεύσῃ εἰς τὴν Ρωσσίαν ἐκάλεσε τὸν ὑπουργόν του καὶ τοῦ εἶπε: (725, 921, 928, 972)
paragraph: Εἶναι ἄξιοι συγχαρητηρίων οἱ κάτοικοι διὰ τὴν πρόοδον αὐτήν, ἡ ὁποία ἀποδεικνύει τί δύναται νὰ κατορθώσῃ ἡ ἐργασία καὶ ἡ ὁμόνοια. (282, 920, 484, 971)
ad-manthos (12, 1700, 484, 1834)
engine-icon (55, 1909, 235, 2039)
paragraph: Οἱ πρόσφυγες ἐγκατασταθέντες ἐδῶ ἐπεδόθησαν μὲ ζῆλον εἰς τὴν καλλιέργειαν τοῦ καπνοῦ, ὁ ὁποῖος ἀποτελεῖ τὸν κύριον πλοῦτον τῆς περιφερείας. (282, 738, 484, 801)
ad-line2: Λεωφόρος Ἐθνική, Ἀμύνης ἀριθ. 32 Θεσσαλονίκη (42, 1796, 295, 1807)
ad-text: Δέχεται καθ' ἑκάστην 8.30 — 10.30 καὶ 7 — 8 εἰς τὸ φαρμακεῖον «ΑΝΑΤΟΛΗ» Βενιζέλου 60 — Ὁδὸς Βενιζέλου 60 καὶ ἐν τῇ ἐγγενεῖ τοῦ Μεγ. Ἀλεξ. 33 (508, 1504, 700, 1567)
ad-otto-deutz (40, 1840, 476, 2226)
paragraph: Ἡ μέθοδος συνίσταται εἰς τὴν ἀφαίρεσιν μερικῶν πλευρῶν, ὥστε ὁ πάσχων πνεύμων νὰ ἠρεμῇ καὶ νὰ ἐπουλώνεται. (941, 357, 1148, 407)
paragraph: — Ὁ γαμπρὸς βλέπει τὴ νύφη μὲ ἄλλα μάτια ἀπὸ τὴν πεθερά. (941, 1034, 1148, 1060)
paragraph: Ἡ Κλαιρέτη ἀντελήφθη τὴν ταραχήν μου καὶ προσπάθησε νὰ μὲ ἡσυχάσῃ μὲ γλυκὰ λόγια. (910, 1859, 1146, 1897)
ad-text: Διδάκτωρ τοῦ Πανεπιστημίου τῆς Γενεύης καὶ τῆς Ἑταιρείας τῆς Ὑγιείας καὶ τοῦ Νοσοκομείου. Δέχεται 8 1/2 — 10 π. μ. καὶ 3 — 6 Ὁδὸς Τσιμισκῆ ἀρ. 67. (950, 1223, 1139, 1286)
center-column-b (718, 166, 928, 1796)
paragraph: Ἐπὶ τῇ εὐκαιρίᾳ τοῦ τελευταίου συνεδρίου τῆς Ἐπιστημονικῆς Ἑταιρείας τοῦ Μονάχου, ὁ καθηγητὴς Σάουερμπρουχ ἀνεκοίνωσε τὰ ἀποτελέσματα τῶν ἐργασιῶν του ἐπὶ τῆς χειρουργικῆς θεραπείας τῆς φθίσεως. (941, 202, 1148, 290)
paragraph: Καὶ εἶχε δίκαιον. Ἡ ζωὴ σήμερα εἶναι ἕνα θέατρον εἰς τὸ ὁποῖον ὅλοι παίζουν ἕνα ρόλον, ἄλλος καλὸν καὶ ἄλλος κακόν. (498, 258, 710, 309)
paragraph: — Νὰ κάθωνται στὸ σπίτι τους καὶ νὰ φροντίζουν τὸ νοικοκυριό τους! (725, 659, 928, 684)
paragraph: Βιάστηκα νὰ δεχθῶ τὴν ἐξήγησί της, γιατὶ ἤθελα νὰ πιστεύσω. (910, 1899, 1146, 1924)
notice-title: ΚΟΙΝΟΤΗΣ ΣΥΚΕΩΝ (1355, 1281, 1525, 1300)
article-sub: ΓΥΝΑΙΚΕΙΑ ΔΡΑΣΙΣ (282, 172, 484, 183)
article-from: ΑΠΟ ΤΗΝ ΘΡΑΚΗΝ (282, 625, 374, 636)
ad-line1: Ἠλεκτροδιαγνωστική — Ἠλεκτροθεραπεία (42, 1780, 263, 1791)
poem-line: ἐγὼ τὸν κρύβω στὴν καρδιά, (512, 702, 667, 715)
article-body (282, 187, 484, 617)
poem-title: Πόνος (579, 671, 629, 690)
paragraph: — Αὐτὸ εἶν' ἀλήθεια. Τὸ ξέρω ὅλο αὐτό. Τί θέλεις νὰ κάνουν αὐτὲς οἱ δυστυχισμένες; (725, 619, 928, 657)
paragraph: Πολλοὶ Θεσσαλονικεῖς ἔρχονται κάθε καλοκαίρι νὰ παραθερίσουν ἐδῶ καὶ φεύγουν πάντοτε μὲ τὴν καλύτερη ἀνάμνηση. (12, 489, 268, 528)
ad-place: ΠΛΑΤΕΙΑ ΑΓΙΑΣ ΣΟΦΙΑΣ (81, 814, 199, 826)
paragraph: Οἱ Ὀρφικοὶ ὕμνοι, οἱ ὁποῖοι διεσώθησαν μέχρις ἡμῶν, ἀποτελοῦν πολύτιμον πηγὴν διὰ τὴν γνῶσιν τῆς ἀρχαίας θρησκείας. (1163, 771, 1389, 822)
section-kicker: ΙΣΤΟΡΙΚΑ ΑΝΕΚΔΟΤΑ (754, 890, 900, 903)
article-body (1290, 1912, 1590, 2006)
ad-line2: ΜΗΧΑΝΑΙ (278, 1947, 418, 1977)
article-body (498, 1283, 710, 1465)
notice-date: Ἐν Σέρραις τῇ 22α Ἰουλίου 1927 (282, 1217, 433, 1228)
paragraph: Ὁ λαιμὸς στολίζεται μὲ μικρὰ γιακαδάκια καὶ τὰ μανίκια εἶναι κοντὰ καὶ φουσκωτά. (725, 488, 928, 526)
paragraph: Τὰ χρώματα πρέπει νὰ εἶναι ἁρμονικὰ καὶ τὰ ἔπιπλα νὰ ταιριάζουν μεταξύ των. (725, 1352, 928, 1390)
paragraph: — Ὄχι, τῆς εἶπα, δὲν θὰ φύγῃς ἀπὸ κοντά μου, εἶσαι ἡ γυναῖκα μου! (1290, 1939, 1590, 1964)
paragraph: — Εἰς τὴν Ἰαπωνίαν 43 ἐφημερίδες κυκλοφοροῦν καθημερινῶς εἰς 1.039 φύλλα τὴν ὥραν. (941, 877, 1148, 915)
paragraph: — Εἰς τὴν Βιέννην ἐπεσκέφθησαν τὸ μουσεῖον τῆς πόλεως κατὰ τὸ ἔτος 1926 ἐκατὸν εἴκοσι χιλιάδες ἐπισκέπται. (941, 693, 1148, 744)
paragraph: Ὁ Ὀρφεὺς κατωνομάζει τὸ σύμπαν μὲ τὸ Θεὸν τοῦ φωτός. Αἱ ἀρχαί του ἀνεδείχθησαν εἰς τὸ Ἑλληνικὸν πνεῦμα ἡ ὁποία ἦτο δημιουργία τοῦ κόσμου. (1163, 209, 1389, 260)
paragraph: Καθ' ὅλον τὸν δύσκολον τῆς διαδρομῆς μας ἐκτυλίσσονται γύρω μας καὶ ὅσο μὲ κινηματογραφικὴ ταχύτητα πανοράματα ὄμορφα καὶ ποικίλα. Βουνὰ μὲ πυκνὰ δάση, ρεματιές, νερά καὶ φωτεινὸ πράσινο ὅσο φτάνει τὸ μάτι. (12, 267, 268, 343)
paragraph: Νέαι οἰκίαι ἀνηγέρθησαν, δρόμοι ἐχαράχθησαν, σχολεῖα καὶ ἐκκλησίαι ἐκτίσθησαν, ὥστε τὸ Κοσμίον ν' ἀποτελῇ σήμερον ἀληθινὸν πρότυπον προσφυγικοῦ συνοικισμοῦ. (282, 803, 484, 879)
ad-addr (1293, 1908, 1591, 1911)
article-from: ΑΠΟ ΤΟ ΠΙΣΟΔΕΡΙ (12, 114, 101, 124)
article-sub: ΜΙΑ ΖΗΛΕΥΤΗ ΠΡΟΟΔΟΣ (282, 659, 484, 670)
paragraph: Σκοπὸς τοῦ μύστου ἦτο νὰ ἀπαλλαγῇ ἀπὸ τὸ τιτανικὸν στοιχεῖον καὶ νὰ ἐπανέλθῃ εἰς τὴν θείαν του φύσιν. (1163, 731, 1389, 769)
paragraph: — Δύο πράγματα δὲν πρέπει ποτὲ νὰ λησμονῇς: τὸ καλὸν ποὺ σοῦ ἔκαμαν καὶ τὸ κακὸν ποὺ ἔκαμες. (498, 1204, 710, 1242)
woman-portrait-illustration (725, 207, 845, 427)
notice-code: (2253) (1290, 1403, 1320, 1414)
paragraph: Ὁ καθένας προσπαθεῖ νὰ δείξῃ ὅ,τι δὲν εἶναι καὶ νὰ κρύψῃ ὅ,τι εἶναι. Καὶ αὐτὸ εἶναι τὸ μεγαλύτερον δρᾶμα τῆς ἐποχῆς μας. (498, 310, 710, 361)
paragraph: Τὸ πρωΐ, ὅταν ξύπνησα, βρῆκα ἕνα γράμμα της πάνω στὸ τραπέζι, μὲ τὸ ὁποῖο μοῦ ἔγραφε ὅτι ἐπήγε στὴν ἐκκλησίαν. (498, 2007, 694, 2058)
ad-kotsianos (941, 1189, 1148, 1295)
section-kicker: ΑΠ' ΑΠ' ΟΛΑ (989, 609, 1100, 626)
serial-body (910, 1807, 1146, 1926)
notice-text: Ὁ Πρόεδρος τῆς Κοινότητος Συκεῶν προκηρύττει ὅτι τὴν 7ην τοῦ μηνὸς Αὐγούστου ἡμέραν Κυριακὴν καὶ ὥραν 10—12 π. μ. ἐκτίθεται εἰς δημοπρασίαν ἡ ἐκμίσθωσις τῶν κοινοτικῶν ἀκινήτων. Οἱ βουλόμενοι νὰ λάβουν μέρος δύνανται νὰ λάβουν γνῶσιν τῶν ὅρων εἰς τὸ γραφεῖον τῆς κοινότητος. (1290, 1316, 1590, 1391)
notice-sign: Ὁ Πρόεδρος (429, 1237, 484, 1248)
paragraph: — Εἶναι εὐκολώτερον νὰ δώσῃς συμβουλὰς παρὰ νὰ τὰς ἀκολουθήσῃς. (498, 1150, 710, 1175)
paragraph: Ἀπὸ τοῦ παρελθόντος ἔτους ἱδρύθη σύλλογος κυριῶν ὁ ὁποῖος μὲ ζῆλον ἐργάζεται διὰ τὴν ἐξύψωσιν τῆς γυναικὸς καὶ τὴν περίθαλψιν τῶν ἀσθενῶν. (282, 304, 484, 367)
article-title: ΧΡΩΜΑΤΙΣΜΟΙ (541, 187, 667, 206)
paragraph: Οἱ μύσται ἐπίστευον εἰς τὴν ἀθανασίαν τῆς ψυχῆς καὶ εἰς τὴν μετεμψύχωσιν. Ἐτήρουν αὐστηρὰν δίαιταν καὶ ἀπέφευγον τὴν κρεοφαγίαν. (1163, 562, 1389, 612)
serial-title: ΑΙ ΚΛΑΙΡΕΤΗ (560, 1835, 879, 1882)
poem-line: κι' ὅ,τι ἀπόμεινε γλυκὸ (512, 767, 639, 780)
paragraph: Ἐδῶ ὁ ἀέρας εἶναι ἐλαφρὸς καὶ δροσερός, ἡ ζέστη τοῦ καλοκαιριοῦ ξεχνιέται καὶ ὁ ἐπισκέπτης αἰσθάνεται νὰ ξαναγεννιέται μέσα στὴν ἡσυχία τῆς φύσεως. (12, 345, 268, 396)
section-kicker: ΣΤΟ ΠΕΡΙΘΩΡΙΟ (547, 172, 661, 185)
paragraph: — Εἰς τὴν Ἀγγλίαν κυκλοφοροῦν σήμερον ὑπὲρ τὰ ἕνα ἑκατομμύριον αὐτοκίνητα. (941, 798, 1148, 836)
ad-text: Κρυοῦ Ἰσ. 10 Γωνία Βενιζέλου — Κρανώ 6. 10. Ἀθηνᾶ 2-95 (286, 1271, 472, 1292)
paragraph: Οἱ νέοι βιάζονται νὰ μεγαλώσουν καὶ οἱ γέροι θρηνοῦν ὅτι δὲν εἶναι πλέον νέοι. (498, 1011, 710, 1049)
serial-header (498, 1815, 902, 1939)
